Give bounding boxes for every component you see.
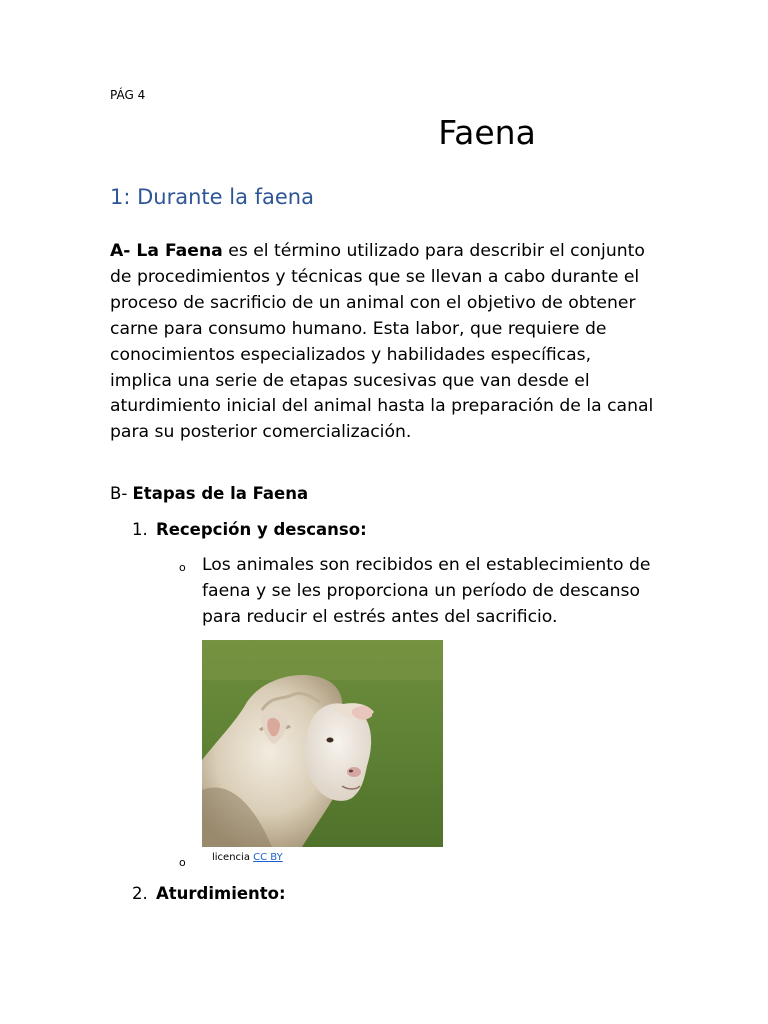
step-1-title: Recepción y descanso: [156, 520, 367, 539]
image-caption [212, 851, 283, 865]
page-number-label: PÁG 4 [110, 88, 146, 102]
caption-prefix: licencia [212, 852, 254, 863]
intro-text: es el término utilizado para describir el conjunto de procedimientos y técnicas que se llevan a cabo durante el proceso de sacrificio de un animal con el objetivo de obtener carne para consumo humano. Esta labor, que requiere de conocimientos especializados y habilidades específicas, implica una serie de etapas sucesivas que van desde el aturdimiento inicial del animal hasta la preparación de la canal para su posterior comercialización. [110, 241, 654, 443]
stages-title: Etapas de la Faena [132, 484, 309, 503]
bullet-marker: o [179, 561, 186, 574]
license-link[interactable]: CC BY [253, 852, 283, 863]
step-2 [132, 882, 286, 906]
stages-heading [110, 482, 308, 506]
document-title: Faena [438, 113, 536, 152]
step-1-description: Los animales son recibidos en el establecimiento de faena y se les proporciona un período de descanso para reducir el estrés antes del sacrificio. [202, 555, 651, 627]
step-2-number: 2. [132, 884, 148, 903]
sheep-photo [202, 640, 443, 847]
intro-bold-lead: A- La Faena [110, 241, 223, 261]
intro-paragraph [110, 239, 655, 446]
step-2-title: Aturdimiento: [156, 884, 286, 903]
section-heading: 1: Durante la faena [110, 185, 314, 209]
bullet-marker: o [179, 856, 186, 869]
step-1-number: 1. [132, 520, 148, 539]
stages-prefix: B- [110, 484, 133, 503]
step-1 [132, 518, 367, 542]
